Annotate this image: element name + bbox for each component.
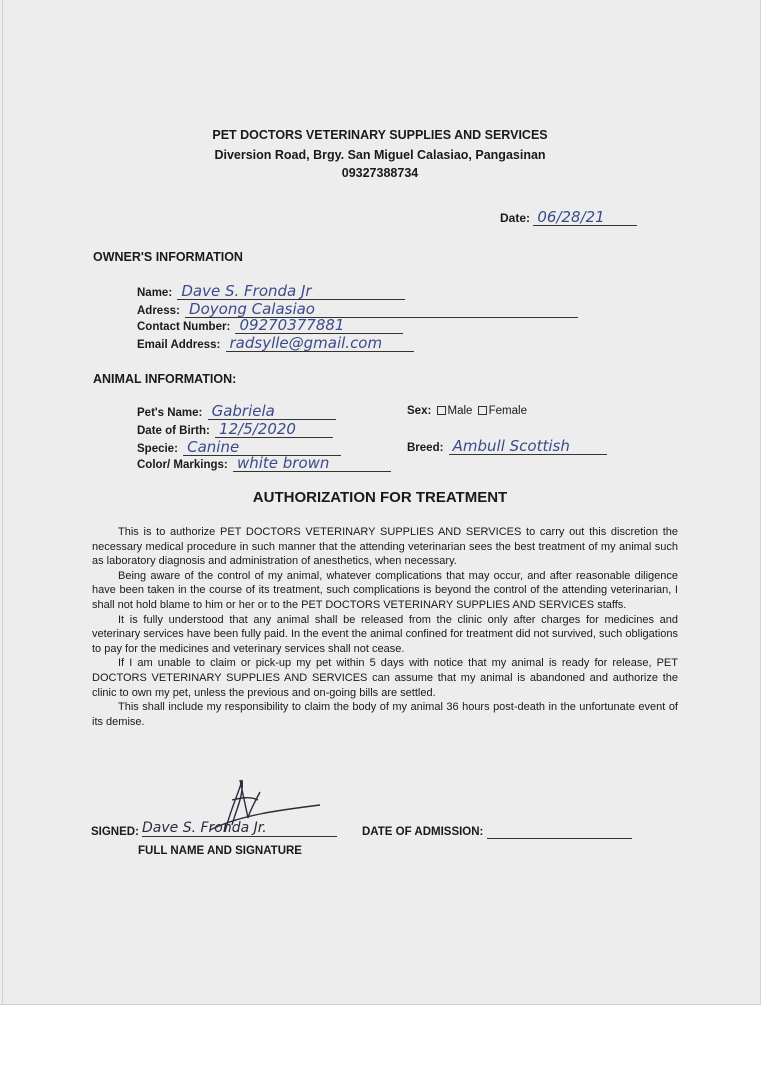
- owner-name-field: [137, 284, 405, 300]
- color-value: white brown: [233, 456, 391, 472]
- authorization-title: AUTHORIZATION FOR TREATMENT: [252, 489, 508, 506]
- authorization-paragraph: This is to authorize PET DOCTORS VETERINARY SUPPLIES AND SERVICES to carry out this discretion the necessary medical procedure in such manner that the attending veterinarian sees the best treatment of my animal such as laboratory diagnosis and administration of anesthetics, when necessary.: [92, 526, 678, 568]
- clinic-address: Diversion Road, Brgy. San Miguel Calasiao, Pangasinan: [214, 148, 546, 162]
- signed-value: Dave S. Fronda Jr.: [142, 820, 337, 837]
- owner-section-title: OWNER'S INFORMATION: [93, 250, 243, 264]
- dob-field: [137, 422, 333, 438]
- sex-field: [407, 405, 527, 417]
- admission-date-line: [487, 838, 632, 839]
- owner-name-label: Name:: [137, 287, 173, 299]
- date-label: Date:: [500, 211, 531, 225]
- specie-value: Canine: [183, 440, 341, 456]
- dob-value: 12/5/2020: [215, 422, 333, 438]
- date-value: 06/28/21: [533, 210, 637, 226]
- signature-sub-label: FULL NAME AND SIGNATURE: [138, 845, 302, 857]
- admission-date-label: DATE OF ADMISSION:: [362, 826, 484, 838]
- color-label: Color/ Markings:: [137, 459, 228, 471]
- pet-name-field: [137, 404, 336, 420]
- breed-label: Breed:: [407, 442, 444, 454]
- sex-male-label: Male: [447, 405, 473, 417]
- authorization-paragraph: If I am unable to claim or pick-up my pet within 5 days with notice that my animal is ready for release, PET DOCTORS VETERINARY SUPPLIES AND SERVICES can assume that my animal is abandoned and authorize the clinic to own my pet, unless the previous and on-going bills are settled.: [92, 657, 678, 699]
- breed-field: [407, 439, 607, 455]
- signed-label: SIGNED:: [91, 826, 139, 838]
- sex-label: Sex:: [407, 405, 432, 417]
- owner-email-value: radsylle@gmail.com: [226, 336, 414, 352]
- owner-email-field: [137, 336, 414, 352]
- clinic-phone: 09327388734: [341, 166, 419, 180]
- authorization-paragraph: It is fully understood that any animal shall be released from the clinic only after charges for medicines and veterinary services have been fully paid. In the event the animal confined for treatment did not survived, such obligations to pay for the medicines and veterinary services shall not cease.: [92, 613, 678, 655]
- authorization-paragraph: This shall include my responsibility to claim the body of my animal 36 hours post-death in the unfortunate event of its demise.: [92, 701, 678, 728]
- owner-address-label: Adress:: [137, 305, 180, 317]
- owner-contact-value: 09270377881: [235, 318, 403, 334]
- clinic-name: PET DOCTORS VETERINARY SUPPLIES AND SERVICES: [212, 128, 548, 142]
- authorization-paragraph: Being aware of the control of my animal, whatever complications that may occur, and after reasonable diligence have been taken in the course of its treatment, such complications is beyond the control of the attending veterinarian, I shall not hold blame to him or her or to the PET DOCTORS VETERINARY SUPPLIES AND SERVICES staffs.: [92, 569, 678, 611]
- owner-address-field: [137, 302, 578, 318]
- dob-label: Date of Birth:: [137, 425, 210, 437]
- owner-address-value: Doyong Calasiao: [185, 302, 578, 318]
- authorization-body: [92, 525, 678, 729]
- animal-section-title: ANIMAL INFORMATION:: [93, 372, 237, 386]
- sex-female-label: Female: [488, 405, 527, 417]
- specie-label: Specie:: [137, 443, 178, 455]
- breed-value: Ambull Scottish: [449, 439, 607, 455]
- date-field: [500, 210, 637, 226]
- pet-name-value: Gabriela: [208, 404, 336, 420]
- sex-female-checkbox[interactable]: [478, 406, 487, 415]
- pet-name-label: Pet's Name:: [137, 407, 203, 419]
- owner-email-label: Email Address:: [137, 339, 221, 351]
- owner-name-value: Dave S. Fronda Jr: [177, 284, 405, 300]
- sex-male-checkbox[interactable]: [437, 406, 446, 415]
- owner-contact-label: Contact Number:: [137, 321, 231, 333]
- color-field: [137, 456, 391, 472]
- owner-contact-field: [137, 318, 403, 334]
